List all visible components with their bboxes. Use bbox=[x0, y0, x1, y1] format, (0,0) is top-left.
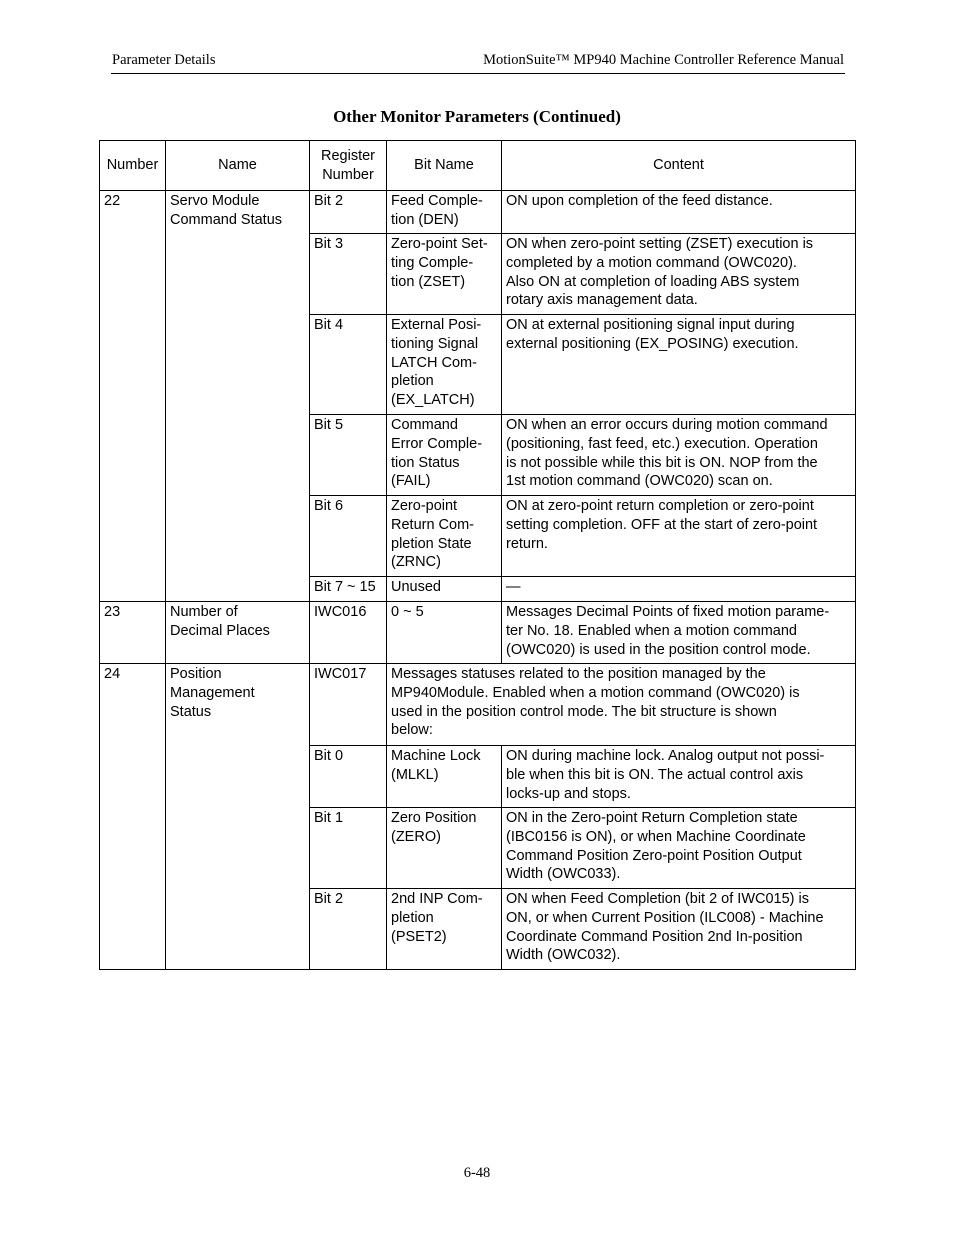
content-cell: ON during machine lock. Analog output not possi- ble when this bit is ON. The actual control axis locks-up and stops. bbox=[502, 746, 856, 808]
monitor-parameters-table bbox=[99, 140, 856, 970]
header-content: Content bbox=[502, 141, 856, 191]
header-number: Number bbox=[100, 141, 166, 191]
bit-name-cell: Feed Comple- tion (DEN) bbox=[387, 191, 502, 234]
page-header bbox=[111, 50, 845, 74]
register-cell: Bit 2 bbox=[310, 889, 387, 970]
param-number: 24 bbox=[100, 664, 166, 970]
header-bit-name: Bit Name bbox=[387, 141, 502, 191]
header-section-title: Parameter Details bbox=[112, 52, 216, 68]
register-cell: Bit 5 bbox=[310, 415, 387, 496]
param-number: 22 bbox=[100, 191, 166, 602]
content-cell: ON upon completion of the feed distance. bbox=[502, 191, 856, 234]
param-name: Servo Module Command Status bbox=[166, 191, 310, 602]
register-cell: Bit 0 bbox=[310, 746, 387, 808]
param-number: 23 bbox=[100, 602, 166, 664]
register-cell: Bit 4 bbox=[310, 315, 387, 415]
bit-name-cell: Zero Position (ZERO) bbox=[387, 808, 502, 889]
bit-name-cell: Zero-point Set- ting Comple- tion (ZSET) bbox=[387, 234, 502, 315]
register-cell: Bit 1 bbox=[310, 808, 387, 889]
content-cell: ON in the Zero-point Return Completion state (IBC0156 is ON), or when Machine Coordinate Command Position Zero-point Position Output Width (OWC033). bbox=[502, 808, 856, 889]
bit-name-cell: 0 ~ 5 bbox=[387, 602, 502, 664]
param-name: Number of Decimal Places bbox=[166, 602, 310, 664]
content-cell: ON at external positioning signal input during external positioning (EX_POSING) execution. bbox=[502, 315, 856, 415]
table-header-row bbox=[100, 141, 856, 191]
header-name: Name bbox=[166, 141, 310, 191]
header-manual-title: MotionSuite™ MP940 Machine Controller Reference Manual bbox=[483, 52, 844, 68]
table-row bbox=[100, 191, 856, 234]
bit-name-cell: External Posi- tioning Signal LATCH Com- pletion (EX_LATCH) bbox=[387, 315, 502, 415]
register-cell: IWC017 bbox=[310, 664, 387, 746]
content-cell: ON when an error occurs during motion command (positioning, fast feed, etc.) execution. Operation is not possible while this bit is ON. NOP from the 1st motion command (OWC020) scan on. bbox=[502, 415, 856, 496]
table-row bbox=[100, 664, 856, 746]
bit-name-cell: Command Error Comple- tion Status (FAIL) bbox=[387, 415, 502, 496]
register-cell: Bit 3 bbox=[310, 234, 387, 315]
register-cell: Bit 2 bbox=[310, 191, 387, 234]
table-title: Other Monitor Parameters (Continued) bbox=[333, 107, 621, 126]
content-cell: — bbox=[502, 577, 856, 602]
param-name: Position Management Status bbox=[166, 664, 310, 970]
content-cell: Messages statuses related to the position managed by the MP940Module. Enabled when a motion command (OWC020) is used in the position control mode. The bit structure is shown below: bbox=[387, 664, 856, 746]
content-cell: ON at zero-point return completion or zero-point setting completion. OFF at the start of zero-point return. bbox=[502, 496, 856, 577]
register-cell: Bit 6 bbox=[310, 496, 387, 577]
register-cell: IWC016 bbox=[310, 602, 387, 664]
content-cell: ON when Feed Completion (bit 2 of IWC015) is ON, or when Current Position (ILC008) - Machine Coordinate Command Position 2nd In-position Width (OWC032). bbox=[502, 889, 856, 970]
content-cell: Messages Decimal Points of fixed motion parame- ter No. 18. Enabled when a motion command (OWC020) is used in the position control mode. bbox=[502, 602, 856, 664]
register-cell: Bit 7 ~ 15 bbox=[310, 577, 387, 602]
bit-name-cell: Unused bbox=[387, 577, 502, 602]
page-number: 6-48 bbox=[463, 1165, 491, 1181]
bit-name-cell: Zero-point Return Com- pletion State (ZRNC) bbox=[387, 496, 502, 577]
bit-name-cell: 2nd INP Com- pletion (PSET2) bbox=[387, 889, 502, 970]
bit-name-cell: Machine Lock (MLKL) bbox=[387, 746, 502, 808]
content-cell: ON when zero-point setting (ZSET) execution is completed by a motion command (OWC020). Also ON at completion of loading ABS system rotary axis management data. bbox=[502, 234, 856, 315]
header-register-number: Register Number bbox=[310, 141, 387, 191]
table-row bbox=[100, 602, 856, 664]
